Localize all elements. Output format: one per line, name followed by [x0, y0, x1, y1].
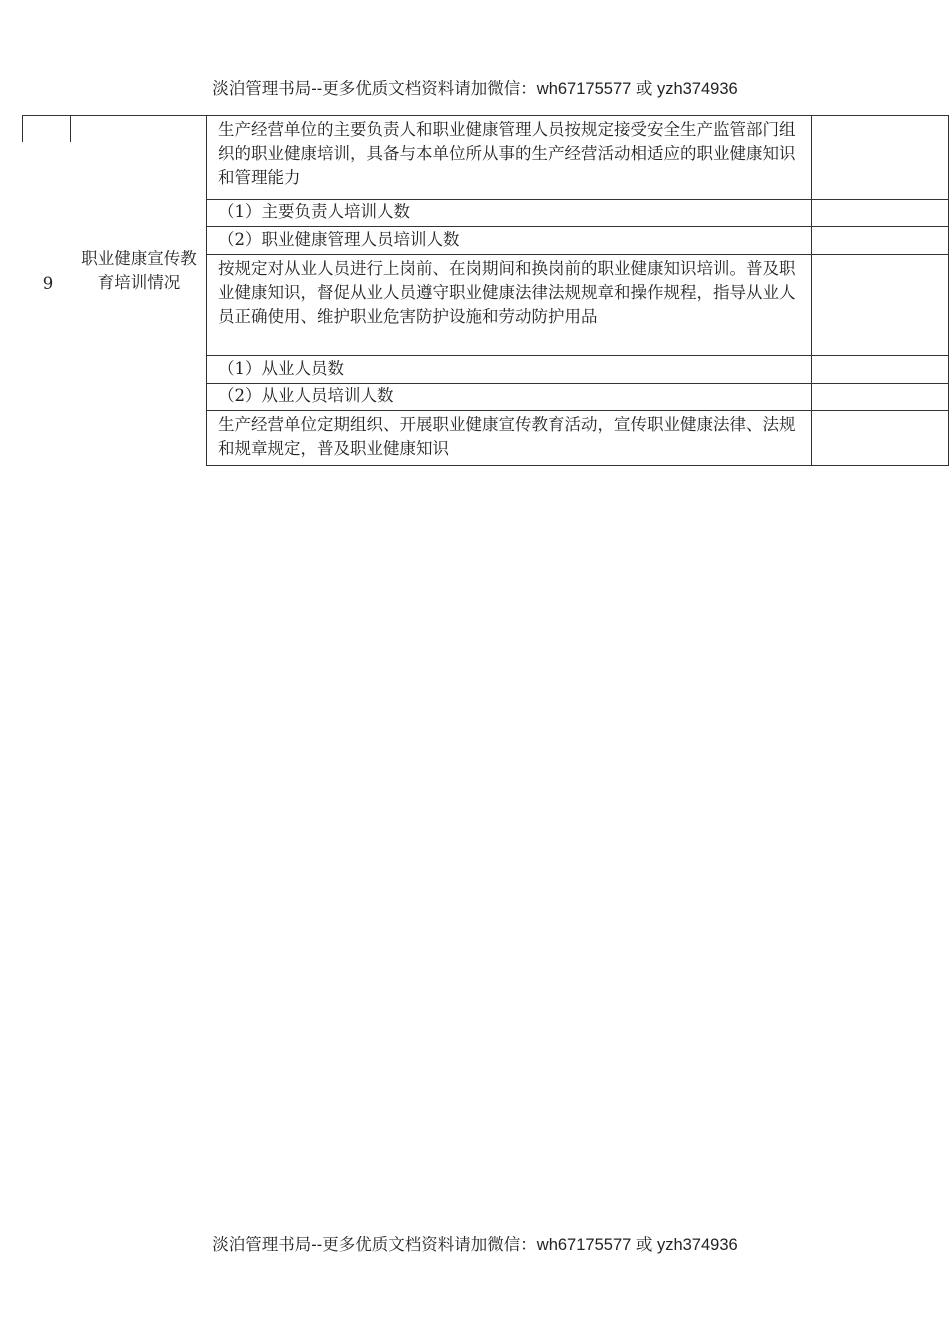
- col-border-left: [22, 115, 23, 142]
- col-border-num: [70, 115, 71, 142]
- row-description: （2）职业健康管理人员培训人数: [218, 230, 460, 249]
- row-description: （1）主要负责人培训人数: [218, 202, 410, 221]
- row-description: （1）从业人员数: [218, 359, 344, 378]
- col-border-value: [811, 115, 812, 466]
- row-divider: [206, 254, 949, 255]
- page-header: 淡泊管理书局--更多优质文档资料请加微信：wh67175577 或 yzh374936: [212, 80, 738, 98]
- row-divider: [206, 410, 949, 411]
- row-description: 按规定对从业人员进行上岗前、在岗期间和换岗前的职业健康知识培训。普及职业健康知识，督促从业人员遵守职业健康法律法规规章和操作规程，指导从业人员正确使用、维护职业危害防护设施和劳动防护用品: [218, 259, 796, 326]
- row-description: 生产经营单位定期组织、开展职业健康宣传教育活动，宣传职业健康法律、法规和规章规定，普及职业健康知识: [218, 415, 796, 458]
- category-label: 职业健康宣传教育培训情况: [81, 249, 197, 292]
- page-footer: 淡泊管理书局--更多优质文档资料请加微信：wh67175577 或 yzh374936: [212, 1236, 738, 1254]
- row-description: （2）从业人员培训人数: [218, 386, 394, 405]
- table-top-border: [22, 115, 949, 116]
- col-border-right: [948, 115, 949, 466]
- row-divider: [206, 355, 949, 356]
- row-number: 9: [42, 274, 54, 293]
- row-description: 生产经营单位的主要负责人和职业健康管理人员按规定接受安全生产监管部门组织的职业健康培训，具备与本单位所从事的生产经营活动相适应的职业健康知识和管理能力: [218, 120, 796, 187]
- table-bottom-border: [206, 465, 949, 466]
- row-divider: [206, 226, 949, 227]
- col-border-cat: [206, 115, 207, 466]
